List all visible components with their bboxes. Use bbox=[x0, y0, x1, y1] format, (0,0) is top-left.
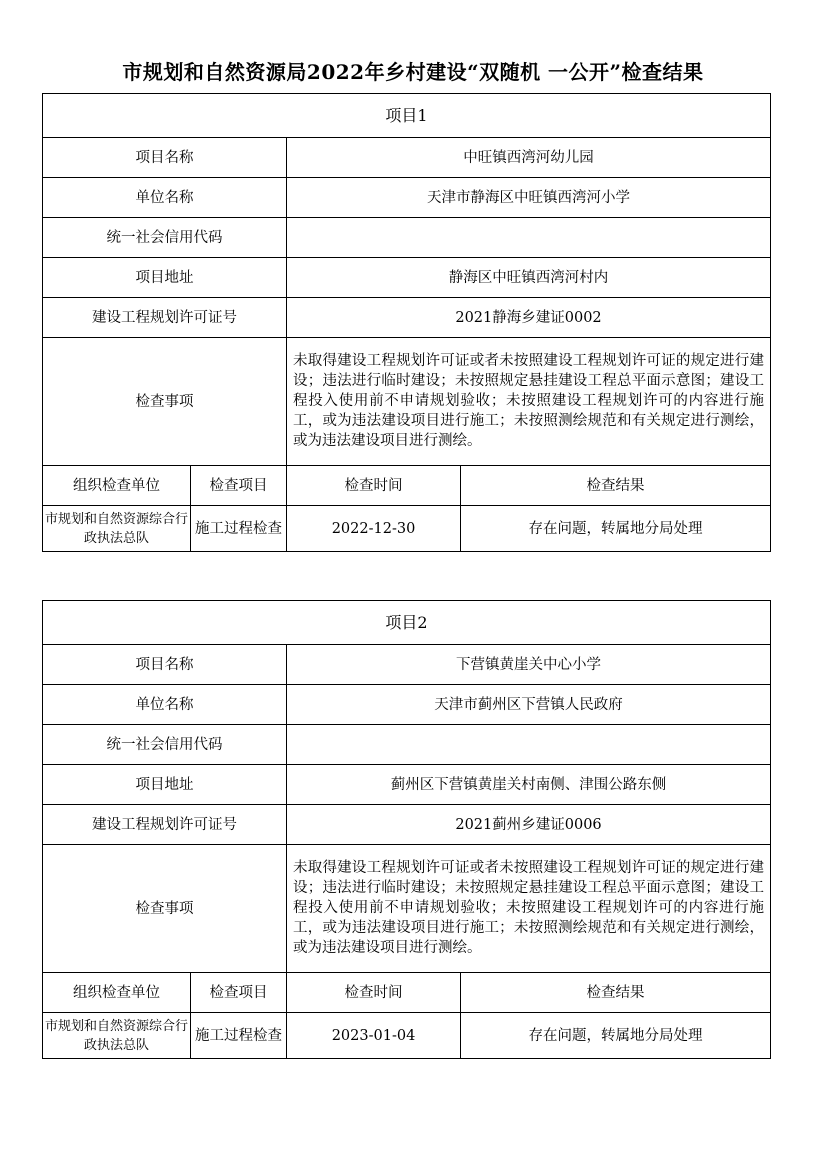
project-name-value: 下营镇黄崖关中心小学 bbox=[287, 645, 771, 685]
address-label: 项目地址 bbox=[43, 765, 287, 805]
project-table-2 bbox=[42, 600, 771, 1059]
credit-code-value bbox=[287, 725, 771, 765]
address-label: 项目地址 bbox=[43, 258, 287, 298]
address-value: 蓟州区下营镇黄崖关村南侧、津围公路东侧 bbox=[287, 765, 771, 805]
result-header: 检查结果 bbox=[461, 973, 771, 1013]
item-header: 检查项目 bbox=[191, 466, 287, 506]
project-name-label: 项目名称 bbox=[43, 645, 287, 685]
credit-code-label: 统一社会信用代码 bbox=[43, 725, 287, 765]
project-heading: 项目2 bbox=[43, 601, 771, 645]
credit-code-value bbox=[287, 218, 771, 258]
item-header: 检查项目 bbox=[191, 973, 287, 1013]
time-header: 检查时间 bbox=[287, 973, 461, 1013]
time-value: 2022-12-30 bbox=[287, 506, 461, 552]
project-table-1 bbox=[42, 93, 771, 552]
document-title: 市规划和自然资源局2022年乡村建设“双随机 一公开”检查结果 bbox=[122, 60, 704, 84]
project-name-value: 中旺镇西湾河幼儿园 bbox=[287, 138, 771, 178]
unit-name-value: 天津市静海区中旺镇西湾河小学 bbox=[287, 178, 771, 218]
result-value: 存在问题，转属地分局处理 bbox=[461, 506, 771, 552]
unit-name-label: 单位名称 bbox=[43, 178, 287, 218]
org-header: 组织检查单位 bbox=[43, 973, 191, 1013]
credit-code-label: 统一社会信用代码 bbox=[43, 218, 287, 258]
inspection-matters-label: 检查事项 bbox=[43, 338, 287, 466]
permit-no-label: 建设工程规划许可证号 bbox=[43, 298, 287, 338]
item-value: 施工过程检查 bbox=[191, 506, 287, 552]
result-value: 存在问题，转属地分局处理 bbox=[461, 1013, 771, 1059]
inspection-matters-value: 未取得建设工程规划许可证或者未按照建设工程规划许可证的规定进行建设；违法进行临时建设；未按照规定悬挂建设工程总平面示意图；建设工程投入使用前不申请规划验收；未按照建设工程规划许可的内容进行施工，或为违法建设项目进行施工；未按照测绘规范和有关规定进行测绘，或为违法建设项目进行测绘。 bbox=[287, 338, 771, 466]
inspection-matters-value: 未取得建设工程规划许可证或者未按照建设工程规划许可证的规定进行建设；违法进行临时建设；未按照规定悬挂建设工程总平面示意图；建设工程投入使用前不申请规划验收；未按照建设工程规划许可的内容进行施工，或为违法建设项目进行施工；未按照测绘规范和有关规定进行测绘，或为违法建设项目进行测绘。 bbox=[287, 845, 771, 973]
unit-name-label: 单位名称 bbox=[43, 685, 287, 725]
org-header: 组织检查单位 bbox=[43, 466, 191, 506]
time-header: 检查时间 bbox=[287, 466, 461, 506]
project-name-label: 项目名称 bbox=[43, 138, 287, 178]
time-value: 2023-01-04 bbox=[287, 1013, 461, 1059]
unit-name-value: 天津市蓟州区下营镇人民政府 bbox=[287, 685, 771, 725]
address-value: 静海区中旺镇西湾河村内 bbox=[287, 258, 771, 298]
result-header: 检查结果 bbox=[461, 466, 771, 506]
inspection-matters-label: 检查事项 bbox=[43, 845, 287, 973]
permit-no-value: 2021蓟州乡建证0006 bbox=[287, 805, 771, 845]
item-value: 施工过程检查 bbox=[191, 1013, 287, 1059]
project-heading: 项目1 bbox=[43, 94, 771, 138]
permit-no-value: 2021静海乡建证0002 bbox=[287, 298, 771, 338]
org-value: 市规划和自然资源综合行政执法总队 bbox=[43, 506, 191, 552]
org-value: 市规划和自然资源综合行政执法总队 bbox=[43, 1013, 191, 1059]
permit-no-label: 建设工程规划许可证号 bbox=[43, 805, 287, 845]
